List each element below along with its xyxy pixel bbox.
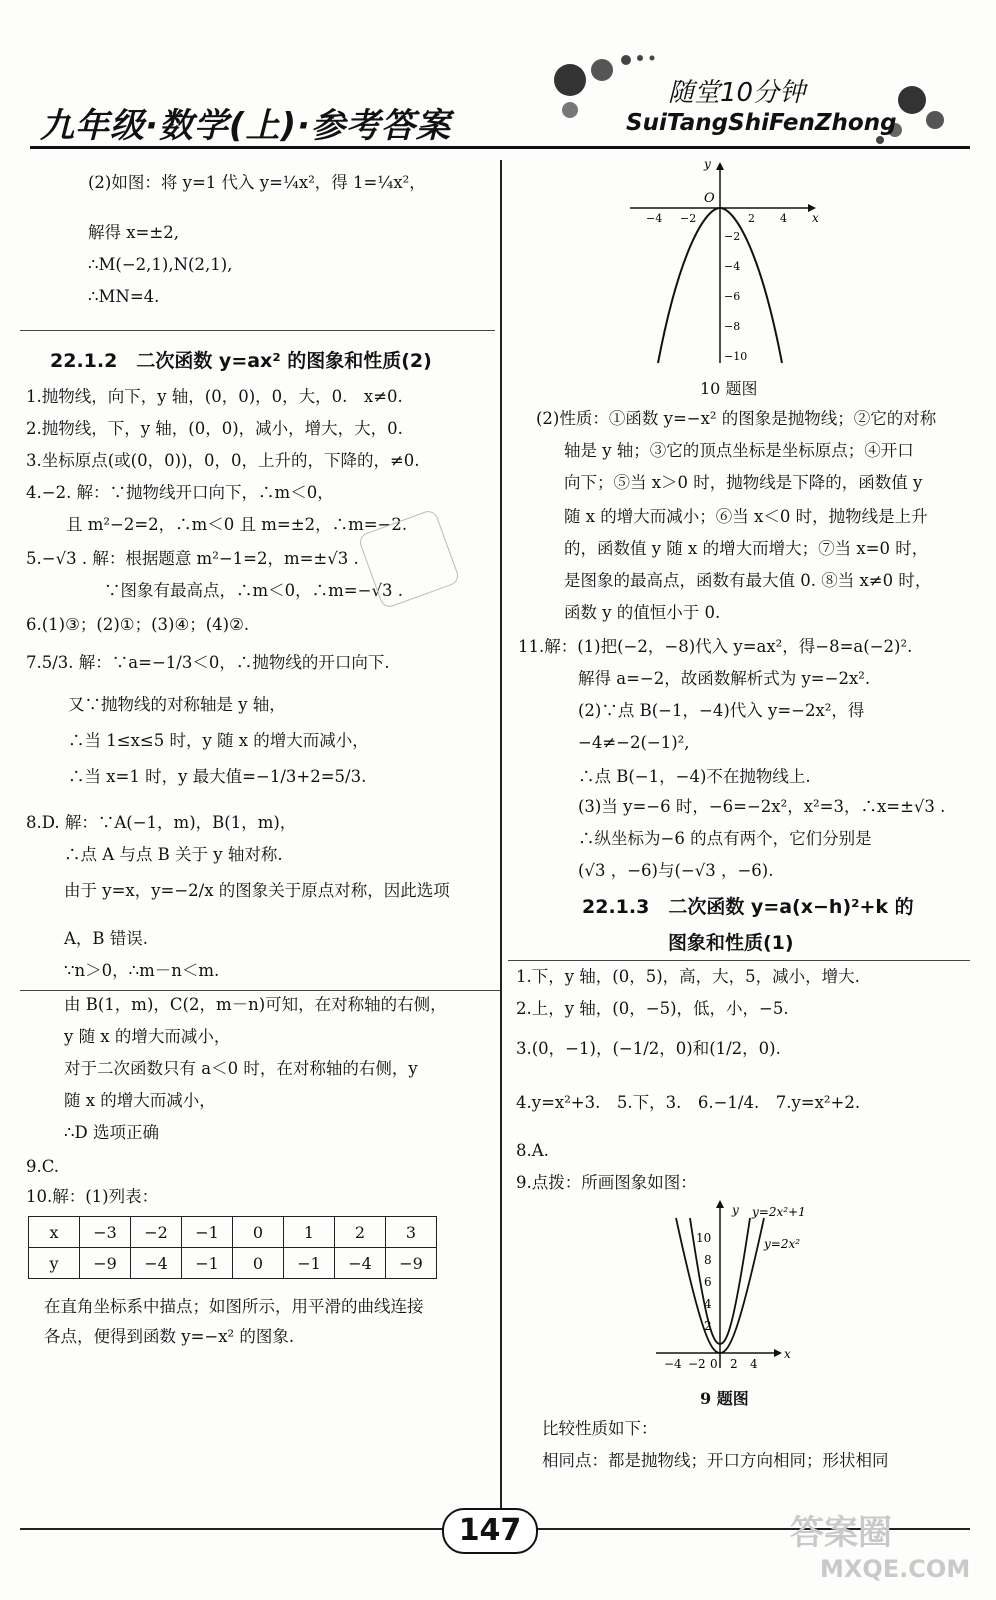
- answer-line: (3)当 y=−6 时，−6=−2x²，x²=3，∴x=±√3 .: [578, 797, 946, 816]
- y-tick-label: 4: [704, 1297, 712, 1311]
- table-cell: −4: [131, 1248, 182, 1279]
- answer-line: 7.5/3. 解：∵a=−1/3＜0，∴抛物线的开口向下.: [26, 653, 390, 672]
- table-cell: 0: [233, 1217, 284, 1248]
- book-title: 九年级·数学(上)·参考答案: [40, 106, 451, 146]
- figure-10-graph: [620, 158, 820, 370]
- answer-line: (2)∵点 B(−1，−4)代入 y=−2x²，得: [578, 701, 865, 720]
- table-cell: −9: [80, 1248, 131, 1279]
- answer-line: A，B 错误.: [64, 929, 149, 948]
- table-cell: 1: [284, 1217, 335, 1248]
- answer-line: 比较性质如下：: [542, 1419, 658, 1438]
- x-axis-label: x: [784, 1347, 791, 1361]
- answer-line: 随 x 的增大而减小，: [64, 1091, 216, 1110]
- y-tick-label: −6: [724, 290, 741, 303]
- table-cell: 3: [386, 1217, 437, 1248]
- table-cell: −2: [131, 1217, 182, 1248]
- table-cell: −1: [284, 1248, 335, 1279]
- brand-chinese: 随堂10分钟: [668, 78, 806, 108]
- table-cell: −3: [80, 1217, 131, 1248]
- table-cell: y: [29, 1248, 80, 1279]
- table-cell: −4: [335, 1248, 386, 1279]
- answer-line: 2.上，y 轴，(0，−5)，低，小，−5.: [516, 999, 789, 1018]
- curve-label: y=2x²: [764, 1237, 801, 1251]
- answer-line: ∴当 1≤x≤5 时，y 随 x 的增大而减小，: [68, 731, 369, 750]
- answer-line: ∵图象有最高点，∴m＜0，∴m=−√3 .: [104, 581, 403, 600]
- answer-line: 8.A.: [516, 1141, 549, 1160]
- answer-line: 向下；⑤当 x＞0 时，抛物线是下降的，函数值 y: [564, 473, 923, 492]
- answer-line: (√3 ，−6)与(−√3 ，−6).: [578, 861, 774, 880]
- y-tick-label: −2: [724, 230, 741, 243]
- answer-line: −4≠−2(−1)²,: [578, 733, 690, 752]
- answer-line: 10.解：(1)列表：: [26, 1187, 159, 1206]
- y-axis-label: y: [732, 1203, 739, 1217]
- answer-line: ∴当 x=1 时，y 最大值=−1/3+2=5/3.: [68, 767, 367, 786]
- answer-line: ∵n＞0，∴m－n＜m.: [64, 961, 220, 980]
- answer-line: 轴是 y 轴；③它的顶点坐标是坐标原点；④开口: [564, 441, 914, 460]
- section-title-cont: 图象和性质(1): [668, 932, 794, 954]
- x-tick-label: 4: [750, 1357, 758, 1371]
- answer-line: 是图象的最高点，函数有最大值 0. ⑧当 x≠0 时，: [564, 571, 932, 590]
- section-title: 22.1.3 二次函数 y=a(x−h)²+k 的: [582, 896, 914, 918]
- y-tick-label: 6: [704, 1275, 712, 1289]
- answer-line: ∴点 B(−1，−4)不在抛物线上.: [578, 767, 811, 786]
- section-separator: [20, 330, 495, 331]
- answer-line: 由 B(1，m)，C(2，m－n)可知，在对称轴的右侧，: [64, 995, 447, 1014]
- answer-line: 且 m²−2=2，∴m＜0 且 m=±2，∴m=−2.: [66, 515, 408, 534]
- answer-line: (2)如图：将 y=1 代入 y=¼x²，得 1=¼x²，: [88, 173, 426, 192]
- answer-line: ∴MN=4.: [88, 287, 160, 306]
- x-tick-label: 4: [780, 212, 787, 225]
- y-tick-label: 2: [704, 1319, 712, 1333]
- answer-line: 随 x 的增大而减小；⑥当 x＜0 时，抛物线是上升: [564, 507, 928, 526]
- answer-line: 9.点拨：所画图象如图：: [516, 1173, 697, 1192]
- y-tick-label: 10: [696, 1231, 712, 1245]
- answer-line: 由于 y=x，y=−2/x 的图象关于原点对称，因此选项: [64, 881, 450, 900]
- answer-line: 9.C.: [26, 1157, 60, 1176]
- answer-line: 1.下，y 轴，(0，5)，高，大，5，减小，增大.: [516, 967, 860, 986]
- answer-line: 在直角坐标系中描点；如图所示，用平滑的曲线连接: [44, 1297, 424, 1316]
- x-tick-label: −4: [646, 212, 663, 225]
- answer-line: ∴纵坐标为−6 的点有两个，它们分别是: [578, 829, 872, 848]
- answer-line: ∴点 A 与点 B 关于 y 轴对称.: [64, 845, 283, 864]
- table-cell: 2: [335, 1217, 386, 1248]
- table-cell: −1: [182, 1248, 233, 1279]
- x-tick-label: −2: [680, 212, 697, 225]
- answer-line: 4.−2. 解：∵抛物线开口向下，∴m＜0，: [26, 483, 334, 502]
- section-separator: [20, 990, 500, 991]
- answer-line: 6.(1)③；(2)①；(3)④；(4)②.: [26, 615, 250, 634]
- answer-line: 1.抛物线，向下，y 轴，(0，0)，0，大，0. x≠0.: [26, 387, 403, 406]
- answer-line: 11.解：(1)把(−2，−8)代入 y=ax²，得−8=a(−2)².: [518, 637, 913, 656]
- page-number: 147: [442, 1508, 538, 1554]
- answer-line: ∴M(−2,1),N(2,1),: [88, 255, 233, 274]
- answer-line: (2)性质：①函数 y=−x² 的图象是抛物线；②它的对称: [536, 409, 937, 428]
- section-separator: [508, 960, 970, 961]
- column-divider: [500, 160, 502, 1510]
- x-tick-label: 2: [748, 212, 755, 225]
- answer-line: 相同点：都是抛物线；开口方向相同；形状相同: [542, 1451, 889, 1470]
- table-cell: −1: [182, 1217, 233, 1248]
- header-rule: [30, 146, 970, 149]
- watermark: 答案圈: [790, 1513, 892, 1553]
- answer-line: 2.抛物线，下，y 轴，(0，0)，减小，增大，大，0.: [26, 419, 403, 438]
- section-title: 22.1.2 二次函数 y=ax² 的图象和性质(2): [50, 350, 432, 372]
- x-tick-label: −4: [664, 1357, 682, 1371]
- answer-line: 5.−√3 . 解：根据题意 m²−1=2，m=±√3 .: [26, 549, 359, 568]
- answer-line: 8.D. 解：∵A(−1，m)，B(1，m)，: [26, 813, 297, 832]
- answer-line: 的，函数值 y 随 x 的增大而增大；⑦当 x=0 时，: [564, 539, 929, 558]
- answer-line: 3.坐标原点(或(0，0))，0，0，上升的，下降的，≠0.: [26, 451, 420, 470]
- x-tick-label: 2: [730, 1357, 738, 1371]
- y-tick-label: −10: [724, 350, 748, 363]
- table-row: [29, 1248, 437, 1279]
- x-axis-label: x: [812, 211, 819, 225]
- figure-caption: 9 题图: [700, 1389, 749, 1408]
- y-tick-label: −8: [724, 320, 741, 333]
- answer-line: 3.(0，−1)，(−1/2，0)和(1/2，0).: [516, 1039, 781, 1058]
- table-cell: 0: [233, 1248, 284, 1279]
- answer-line: 各点，便得到函数 y=−x² 的图象.: [44, 1327, 295, 1346]
- y-tick-label: −4: [724, 260, 741, 273]
- origin-label: O: [704, 191, 715, 206]
- answer-line: y 随 x 的增大而减小，: [64, 1027, 231, 1046]
- x-tick-label: 0: [710, 1357, 718, 1371]
- figure-caption: 10 题图: [700, 379, 758, 398]
- table-cell: x: [29, 1217, 80, 1248]
- answer-line: 函数 y 的值恒小于 0.: [564, 603, 721, 622]
- watermark-url: MXQE.COM: [820, 1555, 971, 1583]
- answer-line: ∴D 选项正确: [64, 1123, 159, 1142]
- table-cell: −9: [386, 1248, 437, 1279]
- answer-line: 解得 a=−2，故函数解析式为 y=−2x².: [578, 669, 871, 688]
- value-table: [28, 1216, 437, 1279]
- y-tick-label: 8: [704, 1253, 712, 1267]
- figure-9-graph: [650, 1198, 840, 1378]
- curve-label: y=2x²+1: [752, 1205, 806, 1219]
- brand-english: SuiTangShiFenZhong: [626, 110, 897, 136]
- answer-line: 解得 x=±2,: [88, 223, 179, 242]
- answer-line: 4.y=x²+3. 5.下，3. 6.−1/4. 7.y=x²+2.: [516, 1093, 861, 1112]
- x-tick-label: −2: [688, 1357, 706, 1371]
- y-axis-label: y: [704, 158, 711, 171]
- answer-line: 又∵抛物线的对称轴是 y 轴，: [68, 695, 286, 714]
- table-row: [29, 1217, 437, 1248]
- answer-line: 对于二次函数只有 a＜0 时，在对称轴的右侧，y: [64, 1059, 418, 1078]
